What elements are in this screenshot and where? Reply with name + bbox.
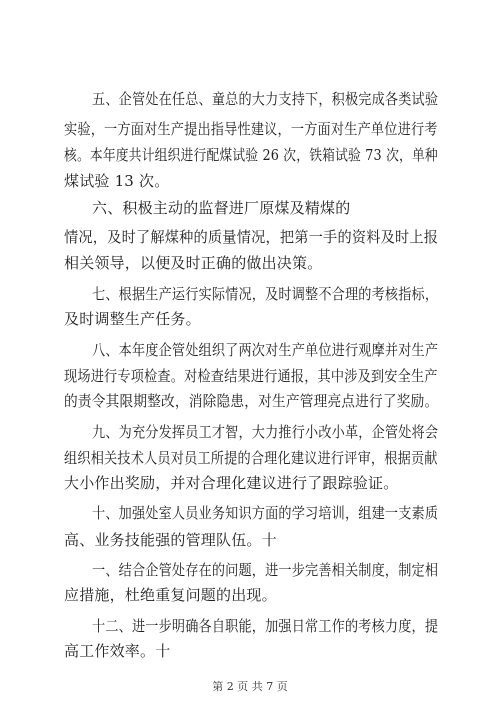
text-line: 煤试验 13 次。 [64,172,170,190]
text-line: 大小作出奖励，并对合理化建议进行了跟踪验证。 [64,474,399,492]
text-line: 相关领导，以便及时正确的做出决策。 [64,254,323,272]
text-line: 十二、进一步明确各自职能，加强日常工作的考核力度，提 [92,617,439,635]
text-line: 高、业务技能强的管理队伍。十 [64,531,277,549]
text-line: 七、根据生产运行实际情况，及时调整不合理的考核指标， [92,285,439,303]
text-line: 高工作效率。十 [64,642,171,660]
text-line: 八、本年度企管处组织了两次对生产单位进行观摩并对生产 [92,341,439,359]
text-line: 组织相关技术人员对员工所提的合理化建议进行评审，根据贡献 [64,449,438,467]
text-line: 六、积极主动的监督进厂原煤及精煤的 [92,199,351,217]
text-line: 情况，及时了解煤种的质量情况，把第一手的资料及时上报 [64,228,439,246]
text-line: 现场进行专项检查。对检查结果进行通报，其中涉及到安全生产 [64,367,438,385]
text-line: 十、加强处室人员业务知识方面的学习培训，组建一支素质 [92,504,439,522]
text-line: 核。本年度共计组织进行配煤试验 26 次，铁箱试验 73 次，单种 [64,146,438,164]
text-line: 五、企管处在任总、童总的大力支持下，积极完成各类试验 [92,90,439,108]
text-line: 应措施，杜绝重复问题的出现。 [64,586,277,604]
text-line: 实验，一方面对生产提出指导性建议，一方面对生产单位进行考 [64,120,438,138]
page-footer: 第 2 页 共 7 页 [212,680,288,693]
text-line: 的责令其限期整改，消除隐患，对生产管理亮点进行了奖励。 [64,392,439,410]
text-line: 九、为充分发挥员工才智，大力推行小改小革，企管处将会 [92,423,439,441]
text-line: 一、结合企管处存在的问题，进一步完善相关制度，制定相 [92,561,439,579]
text-line: 及时调整生产任务。 [64,310,201,328]
